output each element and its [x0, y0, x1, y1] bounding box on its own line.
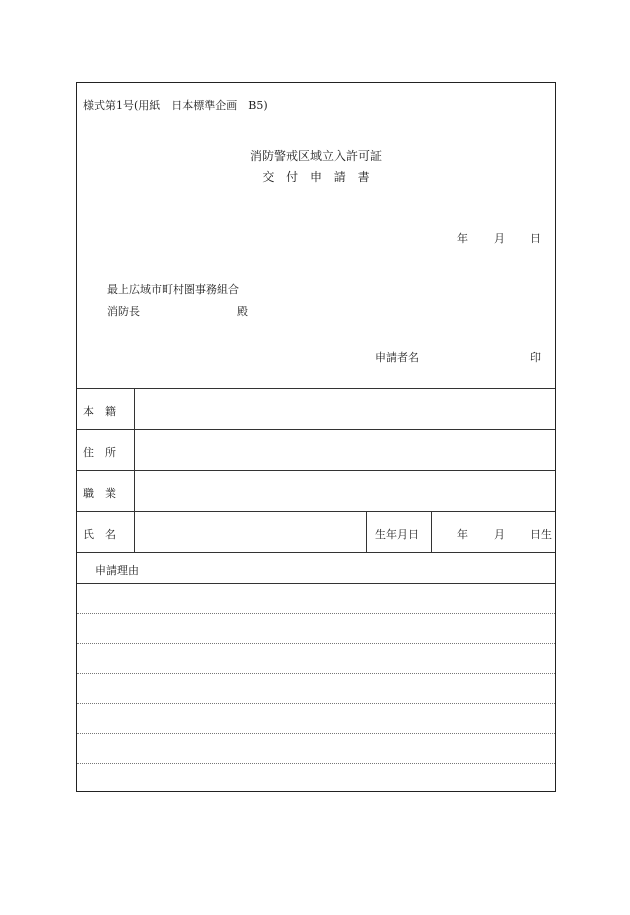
table-line	[77, 552, 555, 553]
reason-line	[77, 613, 555, 614]
form-subtitle: 交 付 申 請 書	[262, 170, 370, 184]
birth-year: 年	[457, 528, 468, 541]
label-name: 氏 名	[83, 528, 116, 541]
table-line	[77, 388, 555, 389]
label-occupation: 職 業	[83, 487, 116, 500]
table-line	[77, 511, 555, 512]
reason-line	[77, 763, 555, 764]
form-frame	[76, 82, 556, 792]
table-line	[77, 583, 555, 584]
label-address: 住 所	[83, 446, 116, 459]
table-line	[77, 470, 555, 471]
date-year: 年	[457, 232, 468, 245]
birth-month: 月	[494, 528, 505, 541]
addressee-organization: 最上広域市町村圏事務組合	[107, 283, 239, 296]
reason-line	[77, 643, 555, 644]
birthdate-divider	[431, 511, 432, 552]
table-line	[77, 429, 555, 430]
addressee-honorific: 殿	[237, 305, 248, 318]
reason-line	[77, 703, 555, 704]
form-title: 消防警戒区域立入許可証	[249, 149, 382, 163]
label-column-divider	[134, 388, 135, 552]
applicant-label: 申請者名	[375, 351, 419, 364]
date-day: 日	[530, 232, 541, 245]
addressee-position: 消防長	[107, 305, 140, 318]
applicant-seal: 印	[530, 351, 541, 364]
reason-line	[77, 733, 555, 734]
reason-line	[77, 673, 555, 674]
label-honseki: 本 籍	[83, 405, 116, 418]
birth-day: 日生	[530, 528, 552, 541]
birthdate-divider	[366, 511, 367, 552]
label-birthdate: 生年月日	[375, 528, 419, 541]
label-reason: 申請理由	[95, 564, 139, 577]
date-month: 月	[494, 232, 505, 245]
form-number: 様式第1号(用紙 日本標準企画 B5)	[83, 99, 268, 112]
